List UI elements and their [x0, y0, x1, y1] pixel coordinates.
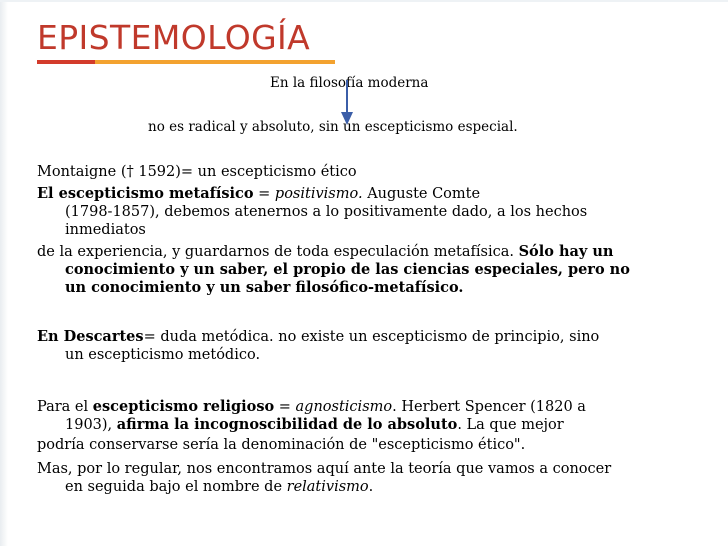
relativismo-term: relativismo: [286, 479, 369, 495]
title-underline-orange: [95, 60, 335, 64]
mas-line-2-end: .: [368, 479, 374, 495]
mas-line-2: [37, 478, 707, 496]
descartes-term: En Descartes: [37, 328, 144, 345]
solo-hay-un: Sólo hay un: [518, 243, 614, 260]
religioso-line-2-end: . La que mejor: [457, 417, 564, 433]
subheading-moderna: En la filosofía moderna: [270, 75, 429, 91]
experiencia-line-1: [37, 243, 707, 261]
positivismo-term: positivismo.: [274, 186, 363, 202]
metafisico-equals: =: [253, 186, 275, 202]
religioso-line-1: [37, 398, 707, 416]
experiencia-bold-3: un conocimiento y un saber filosófico-metafísico.: [65, 279, 464, 296]
experiencia-bold-2: conocimiento y un saber, el propio de las ciencias especiales, pero no: [65, 261, 630, 278]
top-edge-decoration: [0, 0, 728, 2]
paragraph-experiencia: [37, 243, 707, 297]
religioso-intro: Para el: [37, 399, 93, 415]
slide-title: EPISTEMOLOGÍA: [37, 18, 311, 57]
comte-text: Auguste Comte: [362, 186, 481, 202]
mas-line-1: Mas, por lo regular, nos encontramos aquí ante la teoría que vamos a conocer: [37, 461, 612, 477]
religioso-equals: =: [274, 399, 296, 415]
mas-line-2-text: en seguida bajo el nombre de: [65, 479, 287, 495]
paragraph-montaigne: [37, 163, 707, 181]
descartes-line-1: [37, 328, 707, 346]
spencer-text: . Herbert Spencer (1820 a: [392, 399, 586, 415]
paragraph-descartes: [37, 328, 707, 364]
descartes-line-2: un escepticismo metódico.: [65, 347, 261, 363]
descartes-text: = duda metódica. no existe un escepticismo de principio, sino: [143, 329, 600, 345]
religioso-line-2: [37, 416, 707, 434]
incognoscibilidad-term: afirma la incognoscibilidad de lo absoluto: [116, 416, 458, 433]
montaigne-line: Montaigne († 1592)= un escepticismo ético: [37, 164, 357, 180]
religioso-term: escepticismo religioso: [92, 398, 275, 415]
paragraph-mas: [37, 460, 707, 496]
left-edge-decoration: [0, 0, 8, 546]
paragraph-religioso: [37, 398, 707, 434]
experiencia-text: de la experiencia, y guardarnos de toda especulación metafísica.: [37, 244, 519, 260]
metafisico-line-3: inmediatos: [65, 222, 146, 238]
metafisico-term: El escepticismo metafísico: [37, 185, 254, 202]
agnosticismo-term: agnosticismo: [295, 399, 393, 415]
metafisico-line-1: [37, 185, 707, 203]
experiencia-line-2: [37, 261, 707, 279]
paragraph-escepticismo-metafisico: [37, 185, 707, 239]
experiencia-line-3: [37, 279, 707, 297]
title-underline-red: [37, 60, 95, 64]
paragraph-podria: [37, 436, 707, 454]
podria-line: podría conservarse sería la denominación de "escepticismo ético".: [37, 437, 526, 453]
subheading-escepticismo-especial: no es radical y absoluto, sin un escepticismo especial.: [148, 119, 518, 135]
metafisico-line-2: (1798-1857), debemos atenernos a lo positivamente dado, a los hechos: [65, 204, 588, 220]
religioso-year: 1903),: [65, 417, 117, 433]
